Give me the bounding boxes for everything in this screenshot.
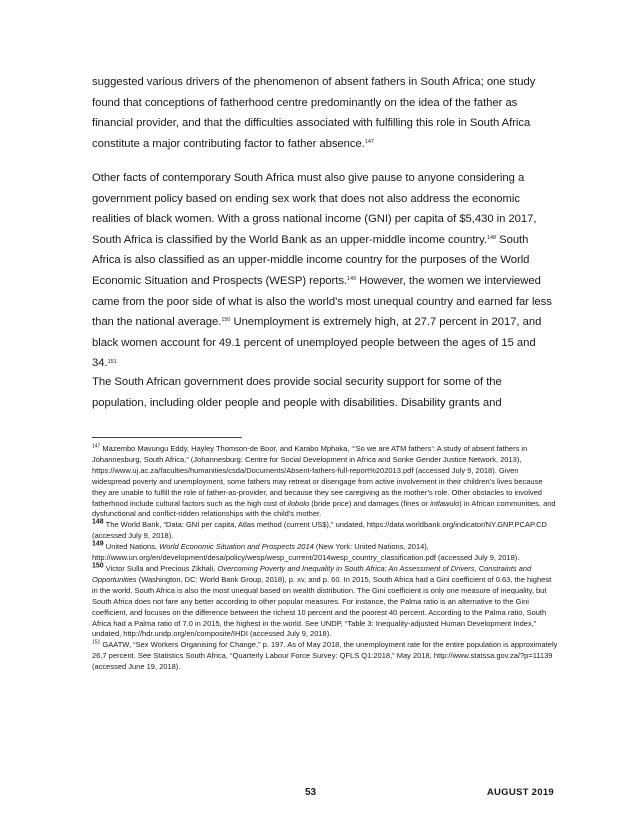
body-paragraph-2 [92, 168, 554, 374]
footnote-mark: 148 [92, 518, 104, 526]
body-paragraph-3 [92, 372, 554, 413]
footnote-text: United Nations, [103, 542, 160, 552]
footnote-text: (bride price) and damages (fines or [309, 498, 431, 508]
footnote-italic-title: Overcoming Poverty and Inequality in South Africa: An Assessment of Drivers, Constraints and Opportunities [92, 563, 532, 584]
footnote-italic-term: intlawulo [430, 498, 460, 508]
footnote-text: (Washington, DC: World Bank Group, 2018), p. xv, and p. 60. In 2015, South Africa had a Gini coefficient of 0.63, the highest in the world. South Africa is also the most unequal based on wealth distribution. The Gini coefficient is only one measure of inequality, but South Africa does not fare any better according to other popular measures. For instance, the Palma ratio is an alternative to the Gini coefficient, and focuses on the difference between the richest 10 percent and the poorest 40 percent. According to the Palma ratio, South Africa had a Palma ratio of 7.0 in 2015, the highest in the world. See UNDP, “Table 3: Inequality-adjusted Human Development Index,” undated, http://hdr.undp.org/en/composite/IHDI (accessed July 9, 2018). [92, 574, 552, 639]
paragraph-text: South Africa is also classified as an upper-middle income country for the purposes of the World Economic Situation and Prospects (WESP) reports. [92, 233, 530, 287]
paragraph-text: The South African government does provide social security support for some of the population, including older people and people with disabilities. Disability grants and [92, 376, 502, 409]
footnote-text: ) in African communities, and dysfunctional and conflict-ridden relationships with the child’s mother. [92, 498, 556, 519]
footnote-149 [92, 542, 558, 564]
paragraph-text: Unemployment is extremely high, at 27.7 percent in 2017, and black women account for 49.1 percent of unemployed people between the ages of 15 and 34. [92, 316, 542, 370]
footnote-mark: 149 [92, 540, 104, 548]
footnote-ref-149[interactable]: 149 [347, 276, 357, 283]
footnote-mark: 147 [92, 443, 101, 450]
footnote-148 [92, 520, 558, 542]
page-number: 53 [305, 787, 317, 798]
footnote-text: (New York: United Nations, 2014), http://www.un.org/en/development/desa/policy/wesp/wesp_current/2014wesp_country_classification.pdf (accessed July 9, 2018). [92, 542, 520, 563]
paragraph-text: However, the women we interviewed came from the poor side of what is also the world’s most unequal country and earned far less than the national average. [92, 274, 552, 329]
footnote-mark: 151 [92, 639, 101, 646]
footnote-ref-147[interactable]: 147 [364, 139, 374, 146]
footnote-text: GAATW, “Sex Workers Organising for Change,” p. 197. As of May 2018, the unemployment rate for the entire population is approximately 26.7 percent. See Statistics South Africa, “Quarterly Labour Force Survey: QFLS Q1:2018,” May 2018, http://www.statssa.gov.za/?p=11139 (accessed June 19, 2018). [92, 640, 558, 672]
footnote-ref-151[interactable]: 151 [107, 358, 117, 365]
footnote-147 [92, 444, 558, 520]
footnote-ref-150[interactable]: 150 [221, 317, 231, 324]
footnote-text: Mazembo Mavungu Eddy, Hayley Thomson-de Boor, and Karabo Mphaka, “‘So we are ATM fathers’: A study of absent fathers in Johannesburg, South Africa,” (Johannesburg: Centre for Social Development in Africa and Sonke Gender Justice Network, 2013), https://www.uj.ac.za/faculties/humanities/csda/Documents/Absent-fathers-full-report%202013.pdf (accessed July 9, 2018). Given widespread poverty and unemployment, some fathers may retreat or disengage from active involvement in their children’s lives because they are unable to fulfill the role of father-as-provider, and because they see caregiving as the mother’s role. Other obstacles to involved fatherhood include cultural factors such as the high cost of [92, 444, 543, 508]
paragraph-text: Other facts of contemporary South Africa must also give pause to anyone considering a government policy based on ending sex work that does not also address the economic realities of black women. With a gross national income (GNI) per capita of $5,430 in 2017, South Africa is classified by the World Bank as an upper-middle income country. [92, 172, 537, 246]
footnote-italic-title: World Economic Situation and Prospects 2014 [159, 542, 314, 552]
footnote-text: The World Bank, “Data: GNI per capita, Atlas method (current US$),” undated, https://data.worldbank.org/indicator/NY.GNP.PCAP.CD (accessed July 9, 2018). [92, 520, 547, 541]
footnotes-section [92, 444, 558, 673]
footnote-mark: 150 [92, 562, 104, 570]
footnote-150 [92, 564, 558, 640]
footnote-divider [92, 437, 242, 438]
body-paragraph-1 [92, 72, 554, 154]
footnote-ref-148[interactable]: 148 [486, 235, 497, 242]
paragraph-text: suggested various drivers of the phenomenon of absent fathers in South Africa; one study found that conceptions of fatherhood centre predominantly on the idea of the father as financial provider, and that the difficulties associated with fulfilling this role in South Africa constitute a major contributing factor to father absence. [92, 76, 536, 150]
footnote-151 [92, 640, 558, 673]
footnote-italic-term: ilobolo [287, 498, 310, 508]
footnote-text: Victor Sulla and Precious Zikhali, [103, 563, 218, 573]
publication-date: AUGUST 2019 [486, 787, 554, 798]
